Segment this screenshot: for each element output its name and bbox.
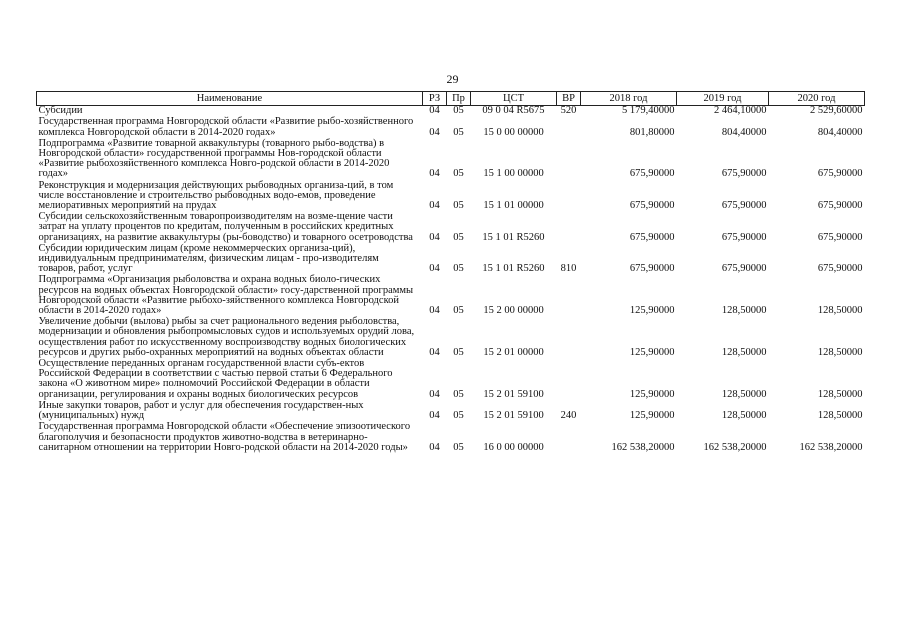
row-pr: 05 xyxy=(453,105,464,117)
table-row xyxy=(37,139,865,181)
table-body xyxy=(37,106,865,454)
row-2018: 675,90000 xyxy=(629,263,675,275)
row-2020: 675,90000 xyxy=(817,168,863,180)
row-pr: 05 xyxy=(453,305,464,317)
row-2020: 675,90000 xyxy=(817,231,863,243)
table-header xyxy=(37,92,865,106)
header-rz: РЗ xyxy=(423,92,447,106)
row-2018: 801,80000 xyxy=(629,126,675,138)
row-rz: 04 xyxy=(429,263,440,275)
row-2020: 162 538,20000 xyxy=(799,441,863,453)
row-2018: 675,90000 xyxy=(629,168,675,180)
row-rz: 04 xyxy=(429,126,440,138)
row-2020: 128,50000 xyxy=(817,410,863,422)
header-vr: ВР xyxy=(557,92,581,106)
row-2019: 675,90000 xyxy=(721,200,767,212)
row-cst: 15 2 01 59100 xyxy=(483,388,544,400)
row-cst: 16 0 00 00000 xyxy=(483,441,544,453)
row-cst: 15 0 00 00000 xyxy=(483,126,544,138)
row-name: Увеличение добычи (вылова) рыбы за счет рационального ведения рыболовства, модернизации и обновления рыбопромысловых судов и используемых орудий лова, осуществления работ по искусственному воспроизводству водных биологических ресурсов и других рыбо-охранных мероприятий на водных объектах области xyxy=(38,316,415,358)
row-pr: 05 xyxy=(453,231,464,243)
table-row xyxy=(37,359,865,401)
row-2019: 675,90000 xyxy=(721,231,767,243)
budget-table xyxy=(36,91,865,454)
row-2018: 675,90000 xyxy=(629,231,675,243)
page-number: 29 xyxy=(446,72,459,86)
row-2018: 5 179,40000 xyxy=(622,105,675,117)
table-row xyxy=(37,422,865,454)
row-pr: 05 xyxy=(453,168,464,180)
row-2019: 128,50000 xyxy=(721,388,767,400)
row-2018: 675,90000 xyxy=(629,200,675,212)
row-name: Субсидии юридическим лицам (кроме некоммерческих организа-ций), индивидуальным предпринимателям, физическим лицам - про-изводителям товаров, работ, услуг xyxy=(38,242,379,275)
row-vr xyxy=(557,422,581,454)
row-2020: 675,90000 xyxy=(817,263,863,275)
row-vr xyxy=(557,317,581,359)
row-2020: 128,50000 xyxy=(817,305,863,317)
row-vr xyxy=(557,181,581,213)
row-2018: 125,90000 xyxy=(629,305,675,317)
row-vr xyxy=(557,117,581,138)
table-row xyxy=(37,181,865,213)
row-pr: 05 xyxy=(453,126,464,138)
table-row xyxy=(37,244,865,276)
row-2019: 128,50000 xyxy=(721,346,767,358)
row-name: Субсидии xyxy=(38,105,83,117)
row-name: Подпрограмма «Развитие товарной аквакультуры (товарного рыбо-водства) в Новгородской области» государственной программы Нов-городской области «Развитие рыбохозяйственного комплекса Новго-родской области в 2014-2020 годах» xyxy=(38,137,390,180)
row-name: Государственная программа Новгородской области «Развитие рыбо-хозяйственного комплекса Новгородской области в 2014-2020 годах» xyxy=(38,116,414,138)
row-cst: 15 1 01 00000 xyxy=(483,200,544,212)
row-pr: 05 xyxy=(453,200,464,212)
row-vr xyxy=(557,139,581,181)
row-rz: 04 xyxy=(429,441,440,453)
header-pr: Пр xyxy=(447,92,471,106)
row-name: Подпрограмма «Организация рыболовства и охрана водных биоло-гических ресурсов на водных объектах Новгородской области» госу-дарственной программы Новгородской области «Развитие рыбохо-зяйственного комплекса Новгородской области в 2014-2020 годах» xyxy=(38,274,414,317)
row-pr: 05 xyxy=(453,441,464,453)
row-cst: 15 2 01 59100 xyxy=(483,410,544,422)
row-pr: 05 xyxy=(453,410,464,422)
row-2019: 675,90000 xyxy=(721,263,767,275)
row-2018: 162 538,20000 xyxy=(611,441,675,453)
row-2020: 675,90000 xyxy=(817,200,863,212)
row-2019: 804,40000 xyxy=(721,126,767,138)
row-rz: 04 xyxy=(429,105,440,117)
row-name: Субсидии сельскохозяйственным товаропроизводителям на возме-щение части затрат на уплату процентов по кредитам, полученным в российских кредитных организациях, на развитие аквакультуры (ры-боводство) и товарного осетроводства xyxy=(38,211,413,243)
row-rz: 04 xyxy=(429,346,440,358)
table-row xyxy=(37,317,865,359)
row-2019: 128,50000 xyxy=(721,305,767,317)
row-vr xyxy=(557,275,581,317)
row-2018: 125,90000 xyxy=(629,346,675,358)
row-cst: 15 2 01 00000 xyxy=(483,346,544,358)
header-2019: 2019 год xyxy=(677,92,769,106)
table-row xyxy=(37,275,865,317)
row-2018: 125,90000 xyxy=(629,410,675,422)
row-cst: 09 0 04 R5675 xyxy=(482,105,545,117)
row-pr: 05 xyxy=(453,263,464,275)
row-rz: 04 xyxy=(429,168,440,180)
header-cst: ЦСТ xyxy=(471,92,557,106)
row-rz: 04 xyxy=(429,410,440,422)
row-rz: 04 xyxy=(429,200,440,212)
row-2020: 128,50000 xyxy=(817,346,863,358)
row-2019: 128,50000 xyxy=(721,410,767,422)
row-name: Государственная программа Новгородской области «Обеспечение эпизоотического благополучия и безопасности продуктов животно-водства в ветеринарно-санитарном отношении на территории Новго-родской области на 2014-2020 годы» xyxy=(38,421,411,453)
row-cst: 15 2 00 00000 xyxy=(483,305,544,317)
row-vr: 810 xyxy=(560,263,577,275)
row-vr: 240 xyxy=(560,410,577,422)
row-2018: 125,90000 xyxy=(629,388,675,400)
row-2019: 675,90000 xyxy=(721,168,767,180)
row-2019: 2 464,10000 xyxy=(714,105,767,117)
table-row xyxy=(37,117,865,138)
row-pr: 05 xyxy=(453,388,464,400)
row-name: Реконструкция и модернизация действующих рыбоводных организа-ций, в том числе восстановление и строительство рыбоводных водо-емов, проведение мелиоративных мероприятий на прудах xyxy=(38,179,394,212)
row-rz: 04 xyxy=(429,305,440,317)
row-name: Осуществление переданных органам государственной власти субъ-ектов Российской Федерации в соответствии с частью первой статьи 6 Федерального закона «О животном мире» полномочий Российской Федерации в области организации, регулирования и охраны водных биологических ресурсов xyxy=(38,358,393,400)
row-rz: 04 xyxy=(429,388,440,400)
row-cst: 15 1 01 R5260 xyxy=(482,263,545,275)
row-2020: 2 529,60000 xyxy=(810,105,863,117)
row-pr: 05 xyxy=(453,346,464,358)
row-vr: 520 xyxy=(560,105,577,117)
header-2020: 2020 год xyxy=(769,92,865,106)
row-rz: 04 xyxy=(429,231,440,243)
row-2020: 804,40000 xyxy=(817,126,863,138)
header-name: Наименование xyxy=(37,92,423,106)
row-name: Иные закупки товаров, работ и услуг для обеспечения государствен-ных (муниципальных) нужд xyxy=(38,399,364,422)
table-row xyxy=(37,212,865,244)
row-vr xyxy=(557,359,581,401)
row-2020: 128,50000 xyxy=(817,388,863,400)
row-2019: 162 538,20000 xyxy=(703,441,767,453)
row-vr xyxy=(557,212,581,244)
table-row xyxy=(37,401,865,422)
header-2018: 2018 год xyxy=(581,92,677,106)
row-cst: 15 1 01 R5260 xyxy=(482,231,545,243)
row-cst: 15 1 00 00000 xyxy=(483,168,544,180)
